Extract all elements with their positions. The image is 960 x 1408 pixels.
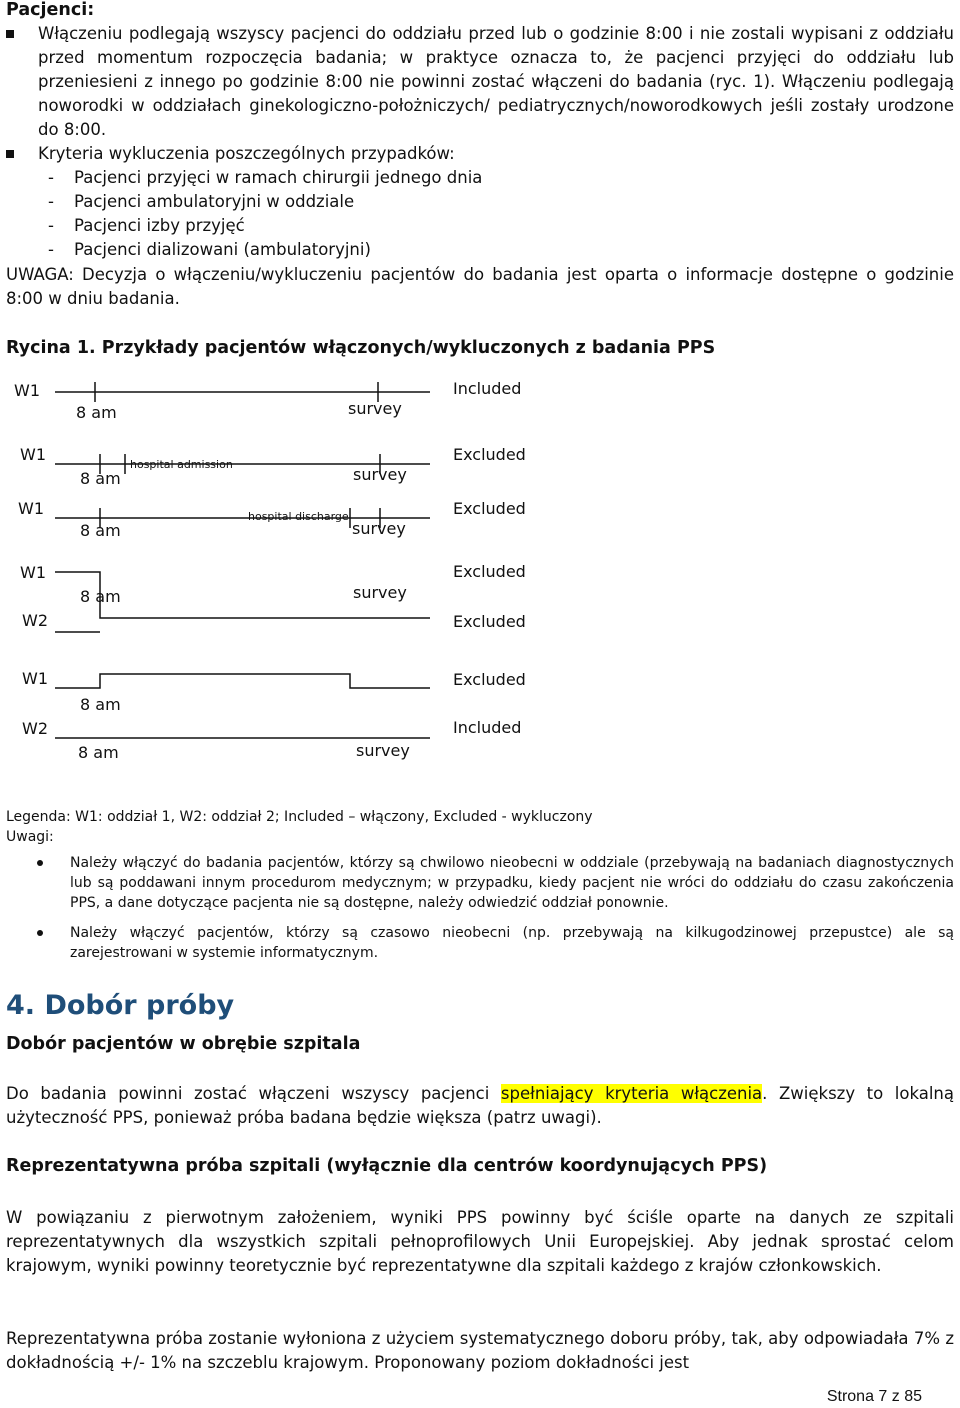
8am-label: 8 am [76,403,117,422]
subsection-patient-selection: Dobór pacjentów w obrębie szpitala [6,1034,361,1054]
result-label: Excluded [453,499,526,518]
ward-label: W1 [20,563,46,582]
exclusion-item: - Pacjenci dializowani (ambulatoryjni) [38,238,954,262]
notes-list [6,853,954,963]
paragraph-inclusion [6,1082,954,1130]
bullet-exclusion [6,142,954,262]
paragraph-text: . Zwiększy to lokalną użyteczność PPS, ponieważ próba badana będzie większa (patrz uwagi). [6,1084,954,1127]
section-4-title: 4. Dobór próby [6,990,235,1021]
ward-label: W2 [22,719,48,738]
exclusion-item: - Pacjenci izby przyjęć [38,214,954,238]
subsection-hospital-sample: Reprezentatywna próba szpitali (wyłącznie dla centrów koordynujących PPS) [6,1156,768,1176]
8am-label: 8 am [78,743,119,762]
survey-label: survey [353,465,407,484]
ward-label: W1 [14,381,40,400]
8am-label: 8 am [80,587,121,606]
notes-label: Uwagi: [6,829,54,845]
highlighted-criteria: spełniający kryteria włączenia [500,1084,763,1103]
ward-label: W1 [20,445,46,464]
result-label: Excluded [453,670,526,689]
warning-text: UWAGA: Decyzja o włączeniu/wykluczeniu pacjentów do badania jest oparta o informacje dostępne o godzinie 8:00 w dniu badania. [6,265,954,308]
ward-label: W1 [22,669,48,688]
survey-label: survey [356,741,410,760]
result-label: Excluded [453,445,526,464]
legend-block [6,807,954,965]
paragraph-representative: W powiązaniu z pierwotnym założeniem, wyniki PPS powinny być ściśle oparte na danych ze szpitali reprezentatywnych dla wszystkich szpitali pełnoprofilowych Unii Europejskiej. Aby jednak sprostać celom krajowym, wyniki powinny teoretycznie być reprezentatywne dla szpitali każdego z krajów członkowskich. [6,1208,954,1275]
8am-label: 8 am [80,695,121,714]
patients-heading: Pacjenci: [6,0,95,20]
inclusion-text: Włączeniu podlegają wszyscy pacjenci do oddziału przed lub o godzinie 8:00 i nie zostali wypisani z oddziału przed momentum rozpoczęcia badania; w praktyce oznacza to, że pacjenci przyjęci do oddziału lub przeniesieni z innego po godzinie 8:00 nie powinni zostać włączeni do badania (ryc. 1). Włączeniu podlegają noworodki w oddziałach ginekologiczno-położniczych/ pediatrycznych/noworodkowych jeśli zostały urodzone do 8:00. [38,24,954,139]
figure-legend: Legenda: W1: oddział 1, W2: oddział 2; Included – włączony, Excluded - wykluczony [6,809,593,825]
square-bullet-icon [6,150,14,158]
note-item: Należy włączyć do badania pacjentów, którzy są chwilowo nieobecni w oddziale (przebywają na badaniach diagnostycznych lub są poddawani innym procedurom medycznym; w przypadku, kiedy pacjent nie wróci do oddziału do czasu zakończenia PPS, a dane dotyczące pacjenta nie są dostępne, należy odwiedzić oddział ponownie. [6,853,954,913]
survey-label: survey [353,583,407,602]
timeline-figure [0,370,620,770]
ward-label: W2 [22,611,48,630]
exclusion-list [38,166,954,262]
figure-title: Rycina 1. Przykłady pacjentów włączonych/wykluczonych z badania PPS [6,338,716,358]
paragraph-sampling: Reprezentatywna próba zostanie wyłoniona z użyciem systematycznego doboru próby, tak, aby odpowiadała 7% z dokładnością +/- 1% na szczeblu krajowym. Proponowany poziom dokładności jest [6,1329,954,1372]
result-label: Included [453,379,522,398]
square-bullet-icon [6,30,14,38]
page-number: Strona 7 z 85 [826,1388,922,1405]
paragraph-text: Do badania powinni zostać włączeni wszyscy pacjenci [6,1084,501,1103]
hospital-admission-label: hospital admission [130,458,233,471]
return-line [55,674,430,688]
8am-label: 8 am [80,469,121,488]
result-label: Included [453,718,522,737]
survey-label: survey [352,519,406,538]
exclusion-item: - Pacjenci ambulatoryjni w oddziale [38,190,954,214]
bullet-inclusion [6,22,954,142]
exclusion-item: - Pacjenci przyjęci w ramach chirurgii jednego dnia [38,166,954,190]
ward-label: W1 [18,499,44,518]
8am-label: 8 am [80,521,121,540]
result-label: Excluded [453,612,526,631]
survey-label: survey [348,399,402,418]
note-item: Należy włączyć pacjentów, którzy są czasowo nieobecni (np. przebywają na kilkugodzinowej przepustce) ale są zarejestrowani w systemie informatycznym. [6,923,954,963]
result-label: Excluded [453,562,526,581]
exclusion-intro: Kryteria wykluczenia poszczególnych przypadków: [38,144,455,163]
hospital-discharge-label: hospital discharge [248,510,349,523]
